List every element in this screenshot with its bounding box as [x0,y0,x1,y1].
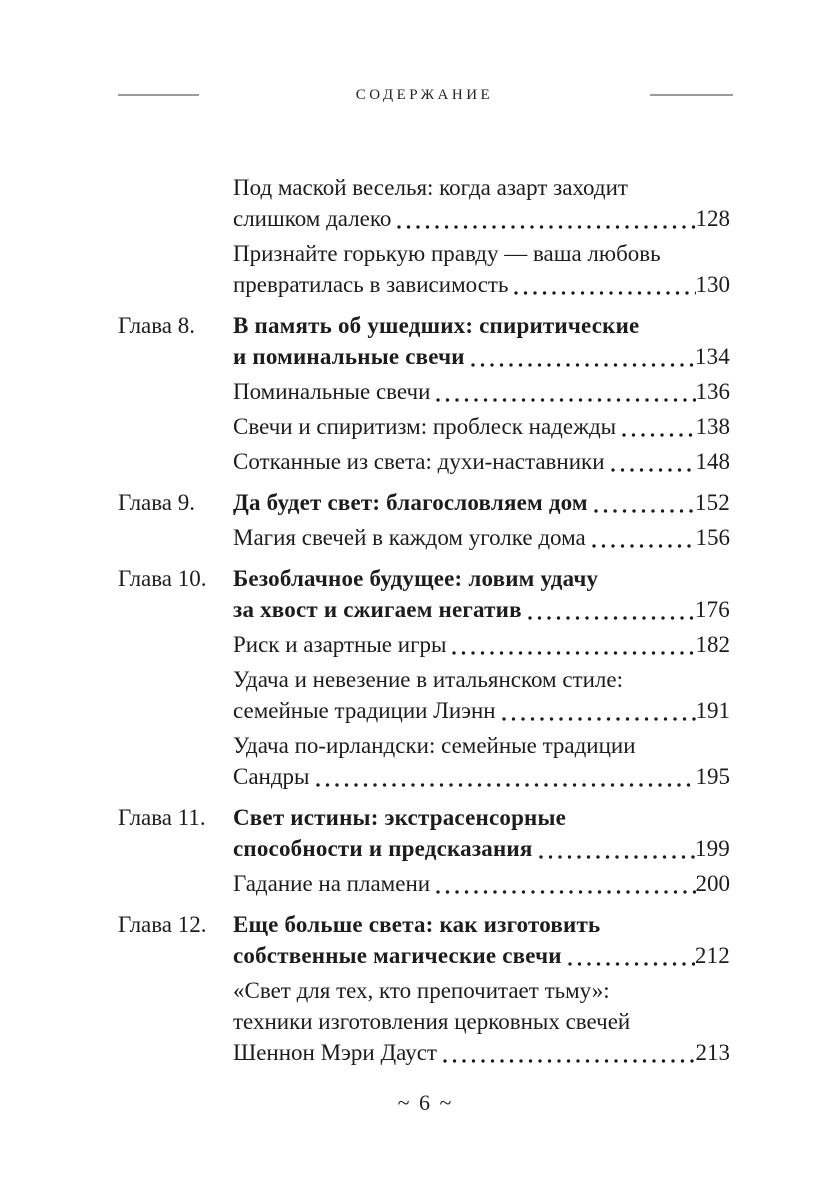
toc-entry-title: превратилась в зависимость [233,272,509,297]
toc-page-number: 176 [694,597,730,622]
toc-entry-body [233,909,730,971]
toc-page-number: 212 [694,943,730,968]
dot-leader [313,761,696,792]
toc-entry-line: В память об ушедших: спиритические [233,313,640,338]
toc-page-number: 136 [695,379,730,404]
toc-entry [233,868,730,899]
dot-leader [525,594,695,625]
toc-chapter-label: Глава 11. [118,805,206,830]
toc-entry [233,376,730,407]
toc-entry-title: Свечи и спиритизм: проблеск надежды [233,414,617,439]
toc-entry-lastline [233,695,730,726]
toc-entry-body [233,172,730,234]
toc-page-number: 128 [695,206,730,231]
toc-entry-title: Гадание на пламени [233,871,431,896]
toc-entry-lastline [233,940,730,971]
toc-entry-body [233,376,730,407]
toc-entry [233,238,730,300]
toc-entry [233,975,730,1068]
toc-page-number: 156 [695,525,730,550]
toc-entry-body [233,664,730,726]
toc-entry-title: Да будет свет: благословляем дом [233,490,588,515]
toc-page-number: 152 [694,490,730,515]
dot-leader [589,522,696,553]
toc-entry-line: Удача и невезение в итальянском стиле: [233,667,623,692]
toc-entry-lastline [233,868,730,899]
toc-entry-line: Свет истины: экстрасенсорные [233,805,567,830]
toc-entry-title: за хвост и сжигаем негатив [233,597,522,622]
toc-entry-line: Под маской веселья: когда азарт заходит [233,175,628,200]
toc-chapter-label: Глава 8. [118,313,196,338]
toc-entry-title: Риск и азартные игры [233,632,447,657]
toc-entry-title: слишком далеко [233,206,392,231]
toc-entry-body [233,310,730,372]
toc-entry [233,664,730,726]
toc-entry-lastline [233,203,730,234]
toc-page-number: 138 [695,414,730,439]
toc-entry-line: Удача по-ирландски: семейные традиции [233,733,636,758]
toc-page-number: 134 [694,344,730,369]
toc-entry [118,487,730,518]
toc-entry-title: Сандры [233,764,310,789]
toc-entry [233,446,730,477]
dot-leader [591,487,695,518]
toc-entry-lastline [233,1037,730,1068]
toc-entry-body [233,522,730,553]
toc-entry-title: Сотканные из света: духи-наставники [233,449,605,474]
page-title: СОДЕРЖАНИЕ [355,86,494,103]
toc-entry-title: Шеннон Мэри Дауст [233,1040,437,1065]
toc-entry-body [233,868,730,899]
toc-entry-body [233,802,730,864]
dot-leader [468,341,695,372]
toc-entry-title: собственные магические свечи [233,943,562,968]
dot-leader [619,411,695,442]
dot-leader [499,695,696,726]
toc-entry-body [233,238,730,300]
toc-entry-lastline [233,487,730,518]
toc-entry-body [233,563,730,625]
toc-entry-title: Поминальные свечи [233,379,431,404]
toc-entry-body [233,975,730,1068]
dot-leader [433,376,695,407]
toc-entry-lastline [233,594,730,625]
toc-list [118,172,730,1072]
dot-leader [536,833,695,864]
toc-entry-line: «Свет для тех, кто препочитает тьму»: [233,978,610,1003]
dot-leader [394,203,695,234]
toc-entry-lastline [233,341,730,372]
toc-entry [118,563,730,625]
toc-entry-lastline [233,629,730,660]
toc-entry-body [233,629,730,660]
header-rule-left [118,94,199,96]
toc-entry [233,629,730,660]
toc-entry [233,522,730,553]
toc-page-number: 195 [695,764,730,789]
toc-entry [118,310,730,372]
toc-entry-lastline [233,761,730,792]
toc-entry-lastline [233,446,730,477]
toc-entry-title: семейные традиции Лиэнн [233,698,496,723]
toc-entry-title: способности и предсказания [233,836,533,861]
page-number-folio: ~ 6 ~ [397,1090,454,1115]
toc-entry-title: Магия свечей в каждом уголке дома [233,525,586,550]
dot-leader [511,269,695,300]
toc-entry-line: Еще больше света: как изготовить [233,912,601,937]
toc-entry-lastline [233,833,730,864]
toc-entry-lastline [233,522,730,553]
toc-entry-line: Признайте горькую правду — ваша любовь [233,241,661,266]
toc-chapter-label: Глава 10. [118,566,207,591]
toc-page-number: 200 [695,871,730,896]
toc-entry-body [233,730,730,792]
toc-entry [118,802,730,864]
toc-chapter-label: Глава 9. [118,490,196,515]
toc-chapter-label: Глава 12. [118,912,207,937]
toc-entry [233,172,730,234]
toc-entry [233,730,730,792]
toc-header [118,82,733,108]
toc-entry-body [233,446,730,477]
dot-leader [449,629,695,660]
toc-entry-body [233,411,730,442]
toc-entry-body [233,487,730,518]
toc-page-number: 191 [695,698,730,723]
dot-leader [565,940,695,971]
dot-leader [608,446,696,477]
toc-page-number: 182 [695,632,730,657]
dot-leader [440,1037,696,1068]
toc-page-number: 213 [695,1040,730,1065]
header-rule-right [650,94,733,96]
toc-entry-lastline [233,269,730,300]
toc-entry-lastline [233,376,730,407]
toc-page-number: 199 [694,836,730,861]
toc-entry [233,411,730,442]
toc-entry-lastline [233,411,730,442]
dot-leader [433,868,695,899]
toc-entry [118,909,730,971]
toc-entry-title: и поминальные свечи [233,344,465,369]
toc-entry-line: техники изготовления церковных свечей [233,1009,631,1034]
toc-page-number: 130 [695,272,730,297]
toc-entry-line: Безоблачное будущее: ловим удачу [233,566,599,591]
toc-page-number: 148 [695,449,730,474]
